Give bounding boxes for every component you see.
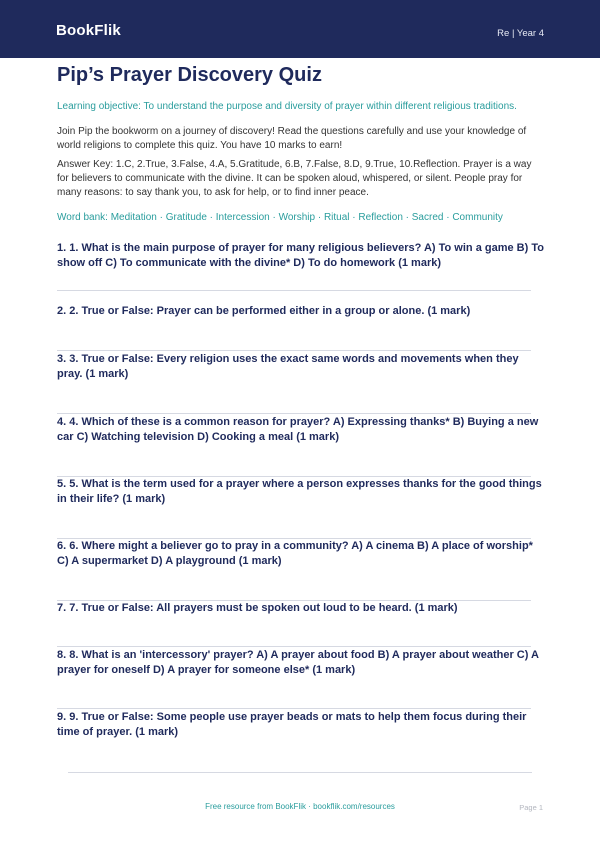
question-9: 9. 9. True or False: Some people use prayer beads or mats to help them focus during their time of prayer. (1 mark) [57, 711, 527, 738]
page-number: Page 1 [519, 803, 543, 812]
question-2: 2. 2. True or False: Prayer can be performed either in a group or alone. (1 mark) [57, 305, 471, 317]
answer-key-paragraph: Answer Key: 1.C, 2.True, 3.False, 4.A, 5.Gratitude, 6.B, 7.False, 8.D, 9.True, 10.Reflection. Prayer is a way for believers to communicate with the divine. It can be spoken aloud, whispered, or silent. People pray for many reasons: to say thank you, to ask for help, or to find inner peace. [57, 159, 532, 198]
question-1: 1. 1. What is the main purpose of prayer for many religious believers? A) To win a game B) To show off C) To communicate with the divine* D) To do homework (1 mark) [57, 242, 544, 269]
question-7: 7. 7. True or False: All prayers must be spoken out loud to be heard. (1 mark) [57, 602, 458, 614]
question-5: 5. 5. What is the term used for a prayer where a person expresses thanks for the good things in their life? (1 mark) [57, 478, 542, 505]
learning-objective: Learning objective: To understand the purpose and diversity of prayer within different religious traditions. [57, 101, 517, 112]
question-8: 8. 8. What is an 'intercessory' prayer? A) A prayer about food B) A prayer about weather C) A prayer for oneself D) A prayer for someone else* (1 mark) [57, 649, 539, 676]
brand-logo-text[interactable]: BookFlik [56, 22, 121, 39]
question-3: 3. 3. True or False: Every religion uses the exact same words and movements when they pray. (1 mark) [57, 353, 519, 380]
question-4: 4. 4. Which of these is a common reason for prayer? A) Expressing thanks* B) Buying a new car C) Watching television D) Cooking a meal (1 mark) [57, 416, 539, 443]
question-6: 6. 6. Where might a believer go to pray in a community? A) A cinema B) A place of worship* C) A supermarket D) A playground (1 mark) [57, 540, 533, 567]
footer-resource-link[interactable]: Free resource from BookFlik · bookflik.com/resources [205, 802, 395, 811]
word-bank: Word bank: Meditation · Gratitude · Intercession · Worship · Ritual · Reflection · Sacred · Community [57, 212, 503, 223]
intro-paragraph: Join Pip the bookworm on a journey of discovery! Read the questions carefully and use your knowledge of world religions to complete this quiz. You have 10 marks to earn! [57, 126, 527, 151]
answer-line [57, 646, 531, 647]
answer-line [57, 708, 531, 709]
answer-line [57, 350, 531, 351]
answer-line [57, 413, 531, 414]
header-bar [0, 0, 600, 58]
footer-divider [68, 772, 532, 773]
subject-year-tag: Re | Year 4 [497, 28, 544, 39]
page-title: Pip’s Prayer Discovery Quiz [57, 64, 322, 86]
answer-line [57, 290, 531, 291]
